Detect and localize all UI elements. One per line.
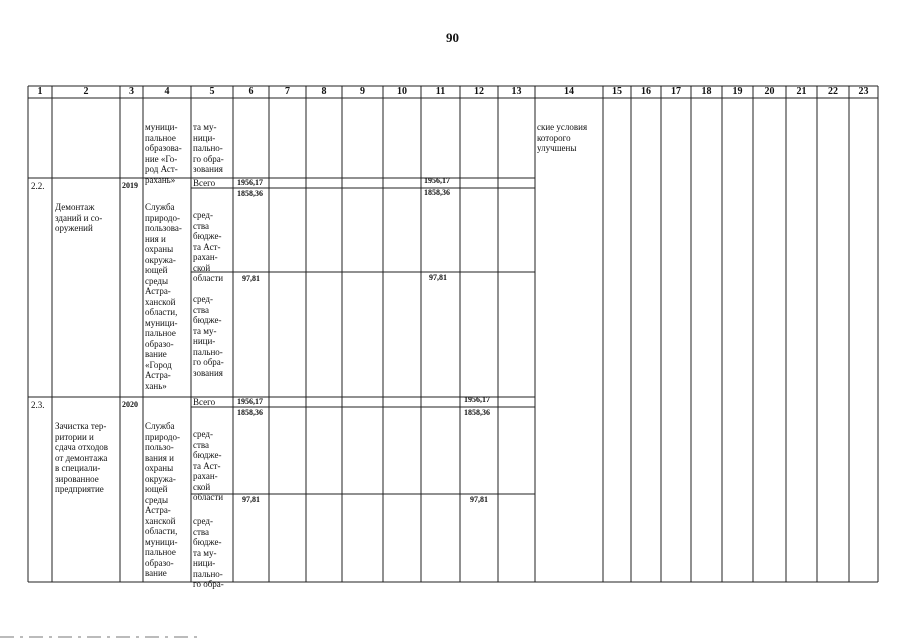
row-year: 2020 xyxy=(122,400,138,409)
year-amount-municipal: 97,81 xyxy=(470,495,488,504)
source-label-region: сред- ства бюдже- та Аст- рахан- ской области xyxy=(193,210,224,283)
col-header-12: 12 xyxy=(474,86,484,97)
continuation-note: ские условия которого улучшены xyxy=(537,122,588,153)
col-header-3: 3 xyxy=(129,86,134,97)
col-header-6: 6 xyxy=(248,86,254,97)
region-amount: 1858,36 xyxy=(237,189,263,198)
row-name: Зачистка тер- ритории и сдача отходов от демонтажа в специали- зированное предприятие xyxy=(55,421,109,494)
col-header-22: 22 xyxy=(828,86,838,97)
col-header-10: 10 xyxy=(397,86,407,97)
row-executor: Служба природо- пользова- ния и охраны окружа- ющей среды Астра- ханской области, муници- пальное образо- вание «Город Астра- хань» xyxy=(145,202,182,391)
col-header-15: 15 xyxy=(612,86,622,97)
row-number: 2.2. xyxy=(31,181,45,191)
source-label-municipal: сред- ства бюдже- та му- ници- пально- го обра- xyxy=(193,516,224,589)
col-header-21: 21 xyxy=(796,86,807,97)
region-amount: 1858,36 xyxy=(237,408,263,417)
col-header-16: 16 xyxy=(641,86,651,97)
col-header-1: 1 xyxy=(37,86,43,97)
col-header-19: 19 xyxy=(732,86,743,97)
source-label-municipal: сред- ства бюдже- та му- ници- пально- го обра- зования xyxy=(193,294,224,378)
col-header-18: 18 xyxy=(701,86,712,97)
col-header-20: 20 xyxy=(764,86,775,97)
continuation-source: та му- ници- пально- го обра- зования xyxy=(193,122,224,174)
total-amount: 1956,17 xyxy=(237,397,263,406)
col-header-7: 7 xyxy=(285,86,290,97)
year-amount-total: 1956,17 xyxy=(424,176,450,185)
year-amount-total: 1956,17 xyxy=(464,395,490,404)
col-header-8: 8 xyxy=(321,86,327,97)
row-executor: Служба природо- пользо- вания и охраны окружа- ющей среды Астра- ханской области, муници- пальное образо- вание xyxy=(145,421,180,578)
row-year: 2019 xyxy=(122,181,138,190)
col-header-17: 17 xyxy=(671,86,681,97)
col-header-5: 5 xyxy=(209,86,215,97)
page-number: 90 xyxy=(446,30,459,45)
col-header-14: 14 xyxy=(564,86,574,97)
col-header-23: 23 xyxy=(858,86,869,97)
source-label-region: сред- ства бюдже- та Аст- рахан- ской области xyxy=(193,429,224,502)
year-amount-region: 1858,36 xyxy=(464,408,490,417)
continuation-executor: муници- пальное образова- ние «Го- род Аст- рахань» xyxy=(145,122,182,185)
source-label-total: Всего xyxy=(193,178,216,188)
total-amount: 1956,17 xyxy=(237,178,263,187)
col-header-13: 13 xyxy=(511,86,522,97)
year-amount-municipal: 97,81 xyxy=(429,273,447,282)
row-number: 2.3. xyxy=(31,400,45,410)
source-label-total: Всего xyxy=(193,397,216,407)
year-amount-region: 1858,36 xyxy=(424,188,450,197)
col-header-2: 2 xyxy=(83,86,89,97)
col-header-4: 4 xyxy=(164,86,170,97)
col-header-11: 11 xyxy=(435,86,446,97)
col-header-9: 9 xyxy=(360,86,365,97)
municipal-amount: 97,81 xyxy=(242,495,260,504)
municipal-amount: 97,81 xyxy=(242,274,260,283)
row-name: Демонтаж зданий и со- оружений xyxy=(55,202,103,233)
